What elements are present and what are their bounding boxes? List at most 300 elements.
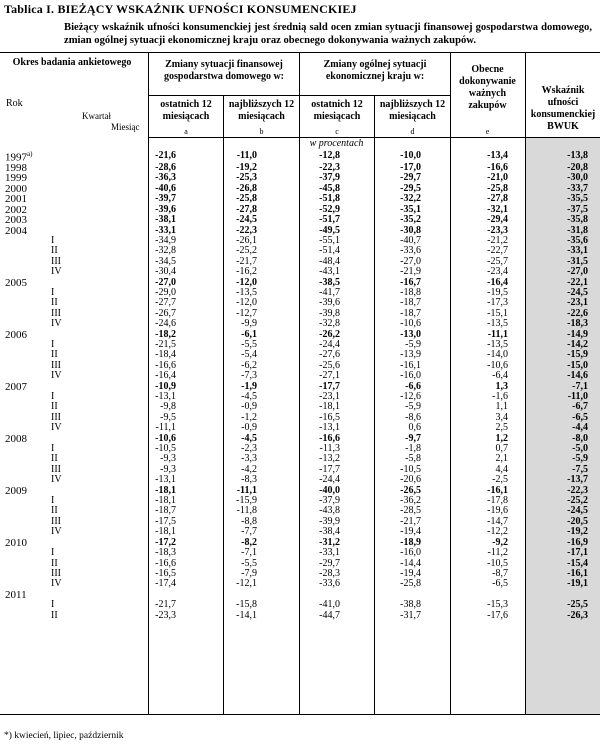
table-row [0,330,600,340]
table-row [0,423,600,433]
row-quarter [45,173,97,183]
cell-a: -21,6 [155,149,176,161]
cell-c: -16,6 [319,432,340,444]
row-year: 2007 [5,380,27,393]
cell-bwuk: -35,5 [567,193,588,205]
table-row [0,506,600,516]
table-row [0,236,600,246]
cell-e: -11,1 [487,328,508,340]
cell-b: -8,3 [241,474,257,486]
cell-d: -28,5 [400,505,421,517]
table-row [0,340,600,350]
cell-bwuk: -7,5 [572,463,588,475]
col-d-letter: d [410,127,415,136]
cell-a: -34,9 [155,234,176,246]
cell-c: -52,9 [319,203,340,215]
row-quarter [45,194,97,204]
cell-a: -17,4 [155,578,176,590]
cell-a: -36,3 [155,172,176,184]
cell-d: -10,6 [400,318,421,330]
cell-d: 0,6 [408,422,421,434]
cell-c: -43,1 [319,266,340,278]
row-year: 2002 [5,203,27,216]
row-year: 1997$^{a)}$ [5,150,33,164]
cell-e: -6,4 [492,370,508,382]
cell-bwuk: -6,7 [572,401,588,413]
cell-e: 3,4 [495,411,508,423]
cell-e: -21,2 [487,234,508,246]
cell-e: -13,5 [487,338,508,350]
row-quarter: II [51,245,58,257]
table-row [0,194,600,204]
cell-b: -8,8 [241,515,257,527]
row-year [0,517,45,527]
cell-a: -21,5 [155,338,176,350]
cell-c: -41,0 [319,599,340,611]
row-quarter: III [51,359,61,371]
cell-d: -10,0 [400,149,421,161]
cell-a: -30,4 [155,266,176,278]
cell-a: -16,6 [155,557,176,569]
row-year [0,454,45,464]
cell-bwuk: -27,0 [567,266,588,278]
table-row [0,149,600,163]
cell-bwuk: -37,5 [567,203,588,215]
cell-bwuk: -19,2 [567,526,588,538]
row-year: 2010 [5,536,27,549]
cell-a: -17,5 [155,515,176,527]
cell-a: -26,7 [155,307,176,319]
cell-c: -27,6 [319,349,340,361]
table-row [0,569,600,579]
cell-c: -23,1 [319,391,340,402]
row-year [0,246,45,256]
cell-d: -5,9 [405,401,421,413]
cell-d: -36,2 [400,495,421,507]
cell-e: -13,5 [487,318,508,330]
row-year: 2008 [5,432,27,445]
cell-e: -22,7 [487,245,508,257]
cell-c: -51,8 [319,193,340,205]
cell-d: -27,0 [400,255,421,267]
cell-d: -21,9 [400,266,421,278]
table-row [0,611,600,621]
table-row [0,444,600,454]
cell-bwuk: -11,0 [567,391,588,402]
row-year [0,319,45,329]
rok-label: Rok [6,98,23,109]
cell-c: -43,8 [319,505,340,517]
cell-e: -16,6 [487,162,508,174]
cell-e: -19,5 [487,286,508,298]
cell-d: -8,6 [405,411,421,423]
cell-b: -11,8 [236,505,257,517]
row-year [0,444,45,454]
cell-a: -16,6 [155,359,176,371]
row-year: 2009 [5,484,27,497]
period-label: Okres badania ankietowego [12,57,132,68]
cell-c: -33,6 [319,578,340,590]
cell-bwuk: -25,5 [567,599,588,611]
cell-a: -32,8 [155,245,176,257]
cell-a: -23,3 [155,609,176,621]
table-row [0,257,600,267]
cell-a: -9,3 [160,453,176,465]
cell-d: -18,7 [400,297,421,309]
cell-b: -26,8 [236,182,257,194]
cell-a: -18,3 [155,547,176,559]
cell-bwuk: -30,0 [567,172,588,184]
cell-a: -11,1 [155,422,176,434]
cell-a: -39,6 [155,203,176,215]
cell-bwuk: -5,0 [572,443,588,455]
cell-a: -18,1 [155,495,176,507]
table-row [0,559,600,569]
cell-d: -26,5 [400,484,421,496]
row-year [0,340,45,350]
row-year [0,350,45,360]
row-quarter: II [51,349,58,361]
cell-c: -28,3 [319,567,340,579]
row-year: 2004 [5,224,27,237]
cell-d: -18,8 [400,286,421,298]
cell-b: -12,7 [236,307,257,319]
cell-b: -5,5 [241,338,257,350]
cell-c: -13,2 [319,453,340,465]
row-quarter: III [51,411,61,423]
row-quarter: II [51,609,58,621]
row-year: 2011 [5,588,27,601]
cell-bwuk: -23,1 [567,297,588,309]
cell-b: -25,8 [236,193,257,205]
cell-c: -37,9 [319,495,340,507]
cell-c: -51,4 [319,245,340,257]
table-row [0,246,600,256]
cell-d: -33,6 [400,245,421,257]
cell-d: -13,9 [400,349,421,361]
cell-d: -21,7 [400,515,421,527]
cell-bwuk: -35,6 [567,234,588,246]
row-year [0,559,45,569]
cell-b: -11,1 [236,484,257,496]
cell-e: -8,7 [492,567,508,579]
cell-d: -10,5 [400,463,421,475]
col-c-header: ostatnich 12 miesiącach [311,99,363,122]
cell-c: -16,5 [319,411,340,423]
row-year [0,506,45,516]
row-quarter: II [51,453,58,465]
cell-d: -40,7 [400,234,421,246]
table-row [0,298,600,308]
col-b-header: najbliższych 12 miesiącach [228,99,295,122]
table-row [0,465,600,475]
cell-b: -12,0 [236,276,257,288]
cell-d: -9,7 [405,432,421,444]
cell-c: -22,3 [319,162,340,174]
row-quarter: I [51,495,55,507]
cell-d: -35,2 [400,214,421,226]
unit-text: w procentach [309,138,364,149]
cell-bwuk: -15,4 [567,557,588,569]
table-row [0,538,600,548]
cell-c: -18,1 [319,401,340,413]
cell-e: -16,1 [487,484,508,496]
cell-b: -4,5 [241,391,257,402]
cell-c: -40,0 [319,484,340,496]
cell-d: -35,1 [400,203,421,215]
table-row [0,486,600,496]
cell-d: -13,0 [400,328,421,340]
row-year [0,402,45,412]
cell-c: -38,5 [319,276,340,288]
table-row [0,434,600,444]
cell-bwuk: -15,9 [567,349,588,361]
table-row [0,319,600,329]
cell-b: -12,1 [236,578,257,590]
row-quarter: IV [51,370,62,382]
row-year [0,309,45,319]
cell-d: -12,6 [400,391,421,402]
cell-bwuk: -33,1 [567,245,588,257]
cell-a: -39,7 [155,193,176,205]
cell-bwuk: -7,1 [572,380,588,392]
table-row [0,475,600,485]
cell-d: -5,8 [405,453,421,465]
table-row [0,413,600,423]
cell-d: -29,5 [400,182,421,194]
cell-e: -17,8 [487,495,508,507]
cell-e: 2,1 [495,453,508,465]
cell-d: -16,7 [400,276,421,288]
cell-b: -24,5 [236,214,257,226]
cell-d: -1,8 [405,443,421,455]
cell-b: -4,2 [241,463,257,475]
cell-e: -29,4 [487,214,508,226]
cell-b: -6,1 [241,328,257,340]
cell-d: -38,8 [400,599,421,611]
cell-b: -9,9 [241,318,257,330]
cell-bwuk: -17,1 [567,547,588,559]
table-row [0,215,600,225]
cell-b: -0,9 [241,422,257,434]
cell-bwuk: -33,7 [567,182,588,194]
row-year [0,257,45,267]
row-quarter: IV [51,266,62,278]
cell-e: -1,6 [492,391,508,402]
cell-bwuk: -25,2 [567,495,588,507]
kwartal-label: Kwartał [82,111,111,121]
row-year: 1999 [5,172,27,185]
cell-e: 1,2 [495,432,508,444]
cell-a: -21,7 [155,599,176,611]
cell-c: -39,8 [319,307,340,319]
cell-d: -16,0 [400,370,421,382]
cell-b: -27,8 [236,203,257,215]
cell-e: 0,7 [495,443,508,455]
cell-bwuk: -22,6 [567,307,588,319]
table-row [0,527,600,537]
row-quarter [45,215,97,225]
cell-b: -13,5 [236,286,257,298]
cell-a: -28,6 [155,162,176,174]
row-quarter: II [51,297,58,309]
cell-bwuk: -24,5 [567,505,588,517]
cell-a: -16,4 [155,370,176,382]
row-year [0,611,45,621]
cell-bwuk: -14,2 [567,338,588,350]
cell-bwuk: -15,0 [567,359,588,371]
row-year: 2003 [5,214,27,227]
cell-c: -51,7 [319,214,340,226]
cell-e: -10,5 [487,557,508,569]
cell-b: -14,1 [236,609,257,621]
cell-e: -16,4 [487,276,508,288]
row-quarter: IV [51,318,62,330]
cell-c: -26,2 [319,328,340,340]
cell-a: -13,1 [155,391,176,402]
row-quarter: III [51,255,61,267]
cell-d: -17,0 [400,162,421,174]
row-quarter: IV [51,526,62,538]
cell-a: -27,0 [155,276,176,288]
cell-b: -15,9 [236,495,257,507]
row-quarter: I [51,234,55,246]
cell-c: -38,4 [319,526,340,538]
col-e-header: Obecne dokonywanie ważnych zakupów [459,64,516,111]
row-year: 2000 [5,182,27,195]
row-year [0,548,45,558]
cell-a: -18,1 [155,526,176,538]
cell-c: -17,7 [319,380,340,392]
col-c-letter: c [335,127,339,136]
row-quarter [45,163,97,173]
row-quarter [45,149,97,163]
cell-e: -23,3 [487,224,508,236]
cell-b: -25,2 [236,245,257,257]
cell-e: -23,4 [487,266,508,278]
row-quarter: I [51,443,55,455]
cell-a: -38,1 [155,214,176,226]
cell-bwuk: -16,1 [567,567,588,579]
cell-e: -17,3 [487,297,508,309]
cell-b: -6,2 [241,359,257,371]
cell-bwuk: -13,8 [567,149,588,161]
cell-a: -17,2 [155,536,176,548]
table-row [0,371,600,381]
table-title: Tablica I. BIEŻĄCY WSKAŹNIK UFNOŚCI KONSUMENCKIEJ [4,2,357,16]
col-b-letter: b [259,127,264,136]
cell-bwuk: -16,9 [567,536,588,548]
cell-b: -7,9 [241,567,257,579]
row-year: 2006 [5,328,27,341]
cell-d: -31,7 [400,609,421,621]
cell-e: -32,1 [487,203,508,215]
row-quarter: IV [51,578,62,590]
cell-b: -12,0 [236,297,257,309]
cell-b: -3,3 [241,453,257,465]
row-quarter [45,184,97,194]
cell-e: -15,3 [487,599,508,611]
footnote-marker: a) [27,150,33,158]
row-year: 1998 [5,162,27,175]
table-row [0,402,600,412]
row-year [0,288,45,298]
cell-e: -27,8 [487,193,508,205]
table-row [0,278,600,288]
row-quarter: I [51,391,55,402]
cell-bwuk: -22,1 [567,276,588,288]
cell-c: -45,8 [319,182,340,194]
cell-bwuk: -6,5 [572,411,588,423]
cell-e: -14,7 [487,515,508,527]
cell-c: -41,7 [319,286,340,298]
table-row [0,392,600,402]
row-year: 2005 [5,276,27,289]
cell-b: -11,0 [236,149,257,161]
cell-a: -18,1 [155,484,176,496]
table-row [0,226,600,236]
rule-header-top [0,52,600,53]
rule-table-bottom [0,714,600,715]
cell-b: -7,7 [241,526,257,538]
table-row [0,267,600,277]
cell-a: -33,1 [155,224,176,236]
cell-d: -18,7 [400,307,421,319]
cell-a: -18,2 [155,328,176,340]
cell-d: -5,9 [405,338,421,350]
table-row [0,600,600,610]
row-year [0,361,45,371]
cell-a: -9,3 [160,463,176,475]
cell-bwuk: -8,0 [572,432,588,444]
table-row [0,517,600,527]
cell-a: -9,5 [160,411,176,423]
cell-bwuk: -20,8 [567,162,588,174]
cell-bwuk: -22,3 [567,484,588,496]
row-quarter: II [51,557,58,569]
cell-a: -27,7 [155,297,176,309]
row-quarter: II [51,505,58,517]
cell-c: -11,3 [319,443,340,455]
miesiac-label: Miesiąc [111,122,140,132]
cell-a: -9,8 [160,401,176,413]
row-year [0,465,45,475]
cell-d: -32,2 [400,193,421,205]
row-year [0,392,45,402]
cell-b: -1,9 [241,380,257,392]
row-quarter: I [51,286,55,298]
col-d-header: najbliższych 12 miesiącach [379,99,446,122]
cell-b: -5,5 [241,557,257,569]
cell-b: -2,3 [241,443,257,455]
cell-e: -21,0 [487,172,508,184]
cell-a: -18,7 [155,505,176,517]
cell-a: -10,5 [155,443,176,455]
row-quarter [45,205,97,215]
cell-bwuk: -31,5 [567,255,588,267]
cell-c: -39,6 [319,297,340,309]
cell-c: -49,5 [319,224,340,236]
cell-e: -14,0 [487,349,508,361]
row-year [0,600,45,610]
cell-b: -26,1 [236,234,257,246]
cell-e: -2,5 [492,474,508,486]
cell-bwuk: -13,7 [567,474,588,486]
cell-b: -22,3 [236,224,257,236]
cell-d: -16,0 [400,547,421,559]
cell-c: -13,1 [319,422,340,434]
cell-b: -1,2 [241,411,257,423]
